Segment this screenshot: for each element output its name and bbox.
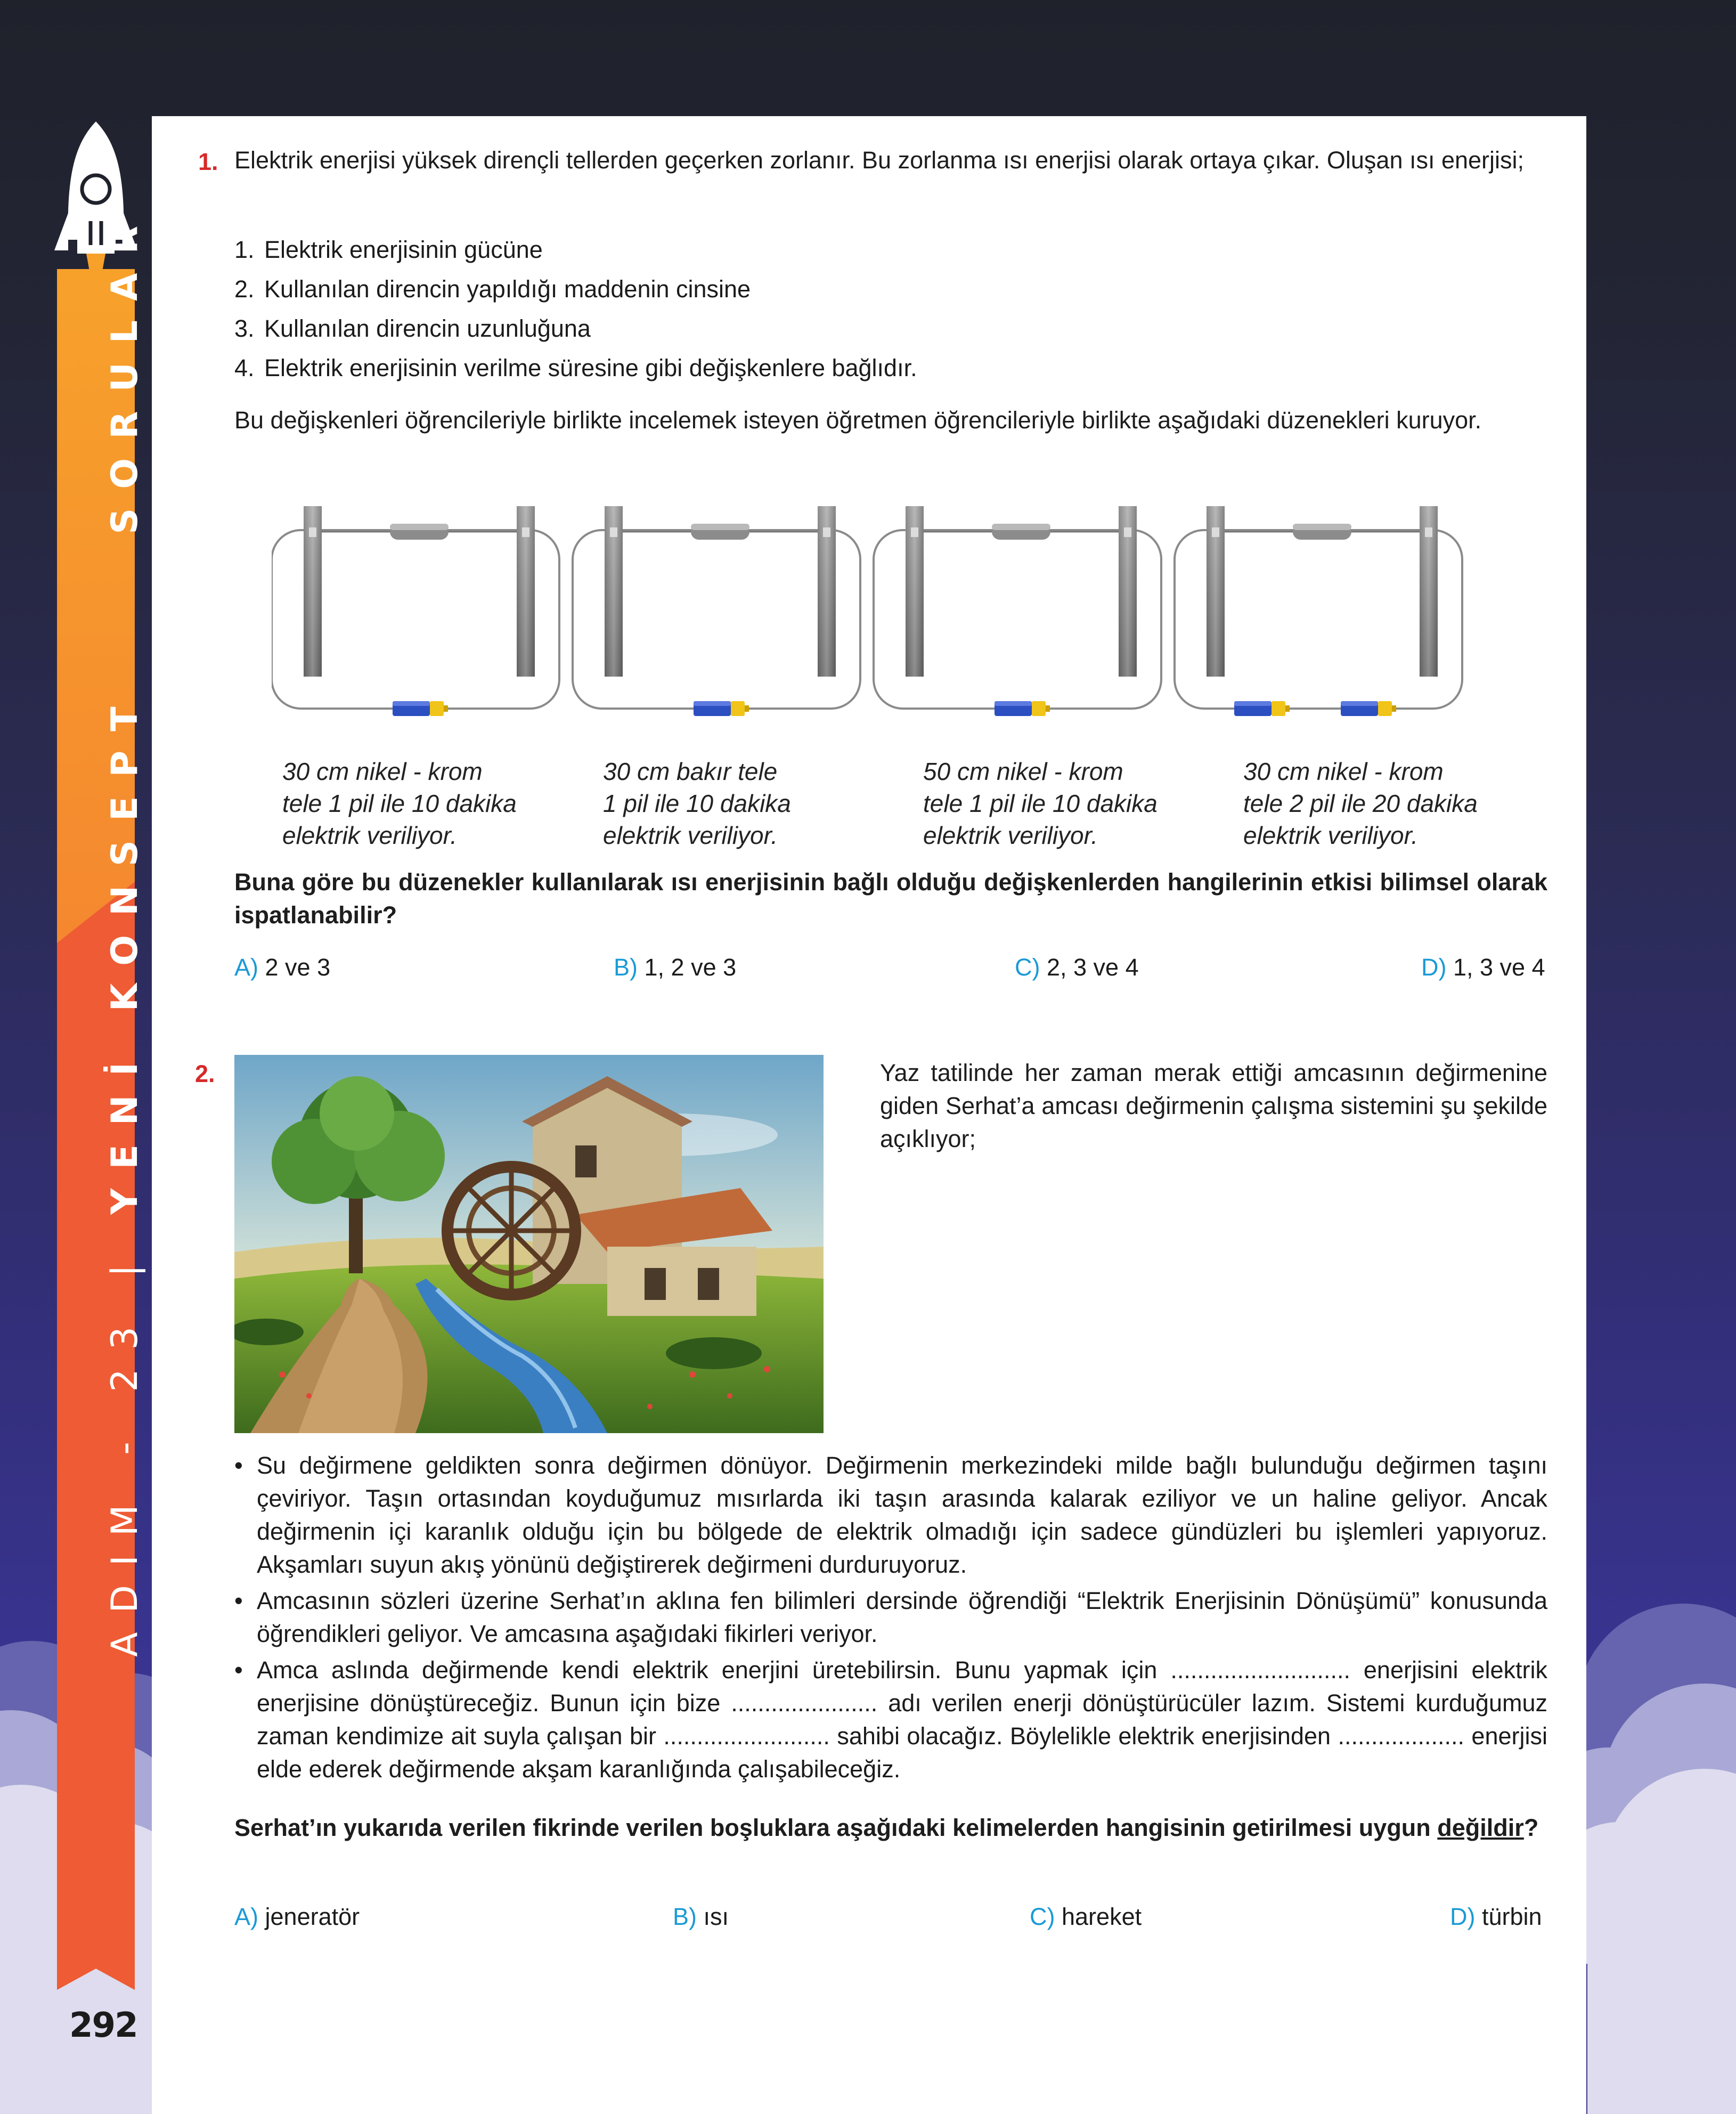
step-label: ADIM - 23 (104, 1307, 146, 1657)
question-2-prompt: Serhat’ın yukarıda verilen fikrinde verilen boşluklara aşağıdaki kelimelerden hangisinin getirilmesi uygun değildir? (234, 1814, 1539, 1841)
negation-word: değildir (1437, 1814, 1524, 1841)
battery-3 (995, 701, 1050, 716)
option-c[interactable]: C) hareket (1030, 1903, 1142, 1930)
question-1-intro: Elektrik enerjisi yüksek dirençli tellerden geçerken zorlanır. Bu zorlanma ısı enerjisi olarak ortaya çıkar. Oluşan ısı enerjisi; (234, 147, 1525, 174)
caption-setup-3: 50 cm nikel - krom tele 1 pil ile 10 dakika elektrik veriliyor. (923, 758, 1158, 849)
battery-4b (1341, 701, 1396, 716)
watermill-illustration (234, 1055, 824, 1433)
battery-2 (694, 701, 749, 716)
list-item: 1. Elektrik enerjisinin gücüne (234, 236, 543, 263)
question-1-setup: Bu değişkenleri öğrencileriyle birlikte incelemek isteyen öğretmen öğrencileriyle birlikte aşağıdaki düzenekleri kuruyor. (234, 406, 1482, 434)
battery-4a (1234, 701, 1290, 716)
circuit-diagrams (272, 498, 1481, 727)
caption-setup-4: 30 cm nikel - krom tele 2 pil ile 20 dakika elektrik veriliyor. (1243, 758, 1478, 849)
list-item: 3. Kullanılan direncin uzunluğuna (234, 315, 591, 342)
title-separator: | (104, 1245, 146, 1277)
wire-sample-1 (390, 524, 449, 540)
question-1-list (234, 230, 917, 388)
page-number: 292 (69, 2006, 137, 2045)
wire-sample-4 (1293, 524, 1351, 540)
option-d[interactable]: D) türbin (1450, 1903, 1542, 1930)
caption-setup-1: 30 cm nikel - krom tele 1 pil ile 10 dakika elektrik veriliyor. (282, 758, 517, 849)
list-item: 2. Kullanılan direncin yapıldığı maddenin cinsine (234, 275, 751, 303)
option-b[interactable]: B) 1, 2 ve 3 (614, 954, 737, 981)
bullet-item: • Su değirmene geldikten sonra değirmen dönüyor. Değirmenin merkezindeki milde bağlı bulunduğu değirmen taşını çeviriyor. Taşın ortasından koyduğumuz mısırlarda iki taşın arasında kalarak eziliyor ve un haline geliyor. Ancak değirmenin içi karanlık olduğu için bu bölgede de elektrik olmadığı için sadece gündüzleri bu işlemleri yapıyoruz. Akşamları suyun akış yönünü değiştirerek değirmeni durduruyoruz. (234, 1449, 1547, 1581)
option-c[interactable]: C) 2, 3 ve 4 (1015, 954, 1139, 981)
question-2-intro: Yaz tatilinde her zaman merak ettiği amcasının değirmenine giden Serhat’a amcası değirmenin çalışma sistemini şu şekilde açıklıyor; (880, 1059, 1547, 1152)
question-2-bullets (234, 1449, 1547, 1789)
sidebar-title (96, 207, 154, 1657)
wire-sample-3 (992, 524, 1050, 540)
battery-1 (393, 701, 448, 716)
option-a[interactable]: A) 2 ve 3 (234, 954, 331, 981)
option-d[interactable]: D) 1, 3 ve 4 (1421, 954, 1545, 981)
option-a[interactable]: A) jeneratör (234, 1903, 360, 1930)
question-2-number: 2. (195, 1060, 215, 1087)
list-item: 4. Elektrik enerjisinin verilme süresine gibi değişkenlere bağlıdır. (234, 354, 917, 381)
bullet-item: • Amca aslında değirmende kendi elektrik enerjini üretebilirsin. Bunu yapmak için ........................... enerjisini elektrik enerjisine dönüştüreceğiz. Bunun için bize ...................... adı verilen enerji dönüştürücüler lazım. Sistemi kurduğumuz zaman kendimize ait suyla çalışan bir ......................... sahibi olacağız. Böylelikle elektrik enerjisinden ................... enerjisi elde ederek değirmende akşam karanlığında çalışabileceğiz. (234, 1654, 1547, 1786)
series-label: YENİ KONSEPT (104, 687, 146, 1215)
bullet-item: • Amcasının sözleri üzerine Serhat’ın aklına fen bilimleri dersinde öğrendiği “Elektrik Enerjisinin Dönüşümü” konusunda öğrendikleri geliyor. Ve amcasına aşağıdaki fikirleri veriyor. (234, 1584, 1547, 1650)
question-1-number: 1. (198, 148, 218, 175)
wire-sample-2 (691, 524, 749, 540)
question-1-prompt: Buna göre bu düzenekler kullanılarak ısı enerjisinin bağlı olduğu değişkenlerden hangilerinin etkisi bilimsel olarak ispatlanabilir? (234, 868, 1547, 929)
section-label: SORULAR (104, 207, 146, 534)
caption-setup-2: 30 cm bakır tele 1 pil ile 10 dakika elektrik veriliyor. (603, 758, 791, 849)
option-b[interactable]: B) ısı (673, 1903, 729, 1930)
